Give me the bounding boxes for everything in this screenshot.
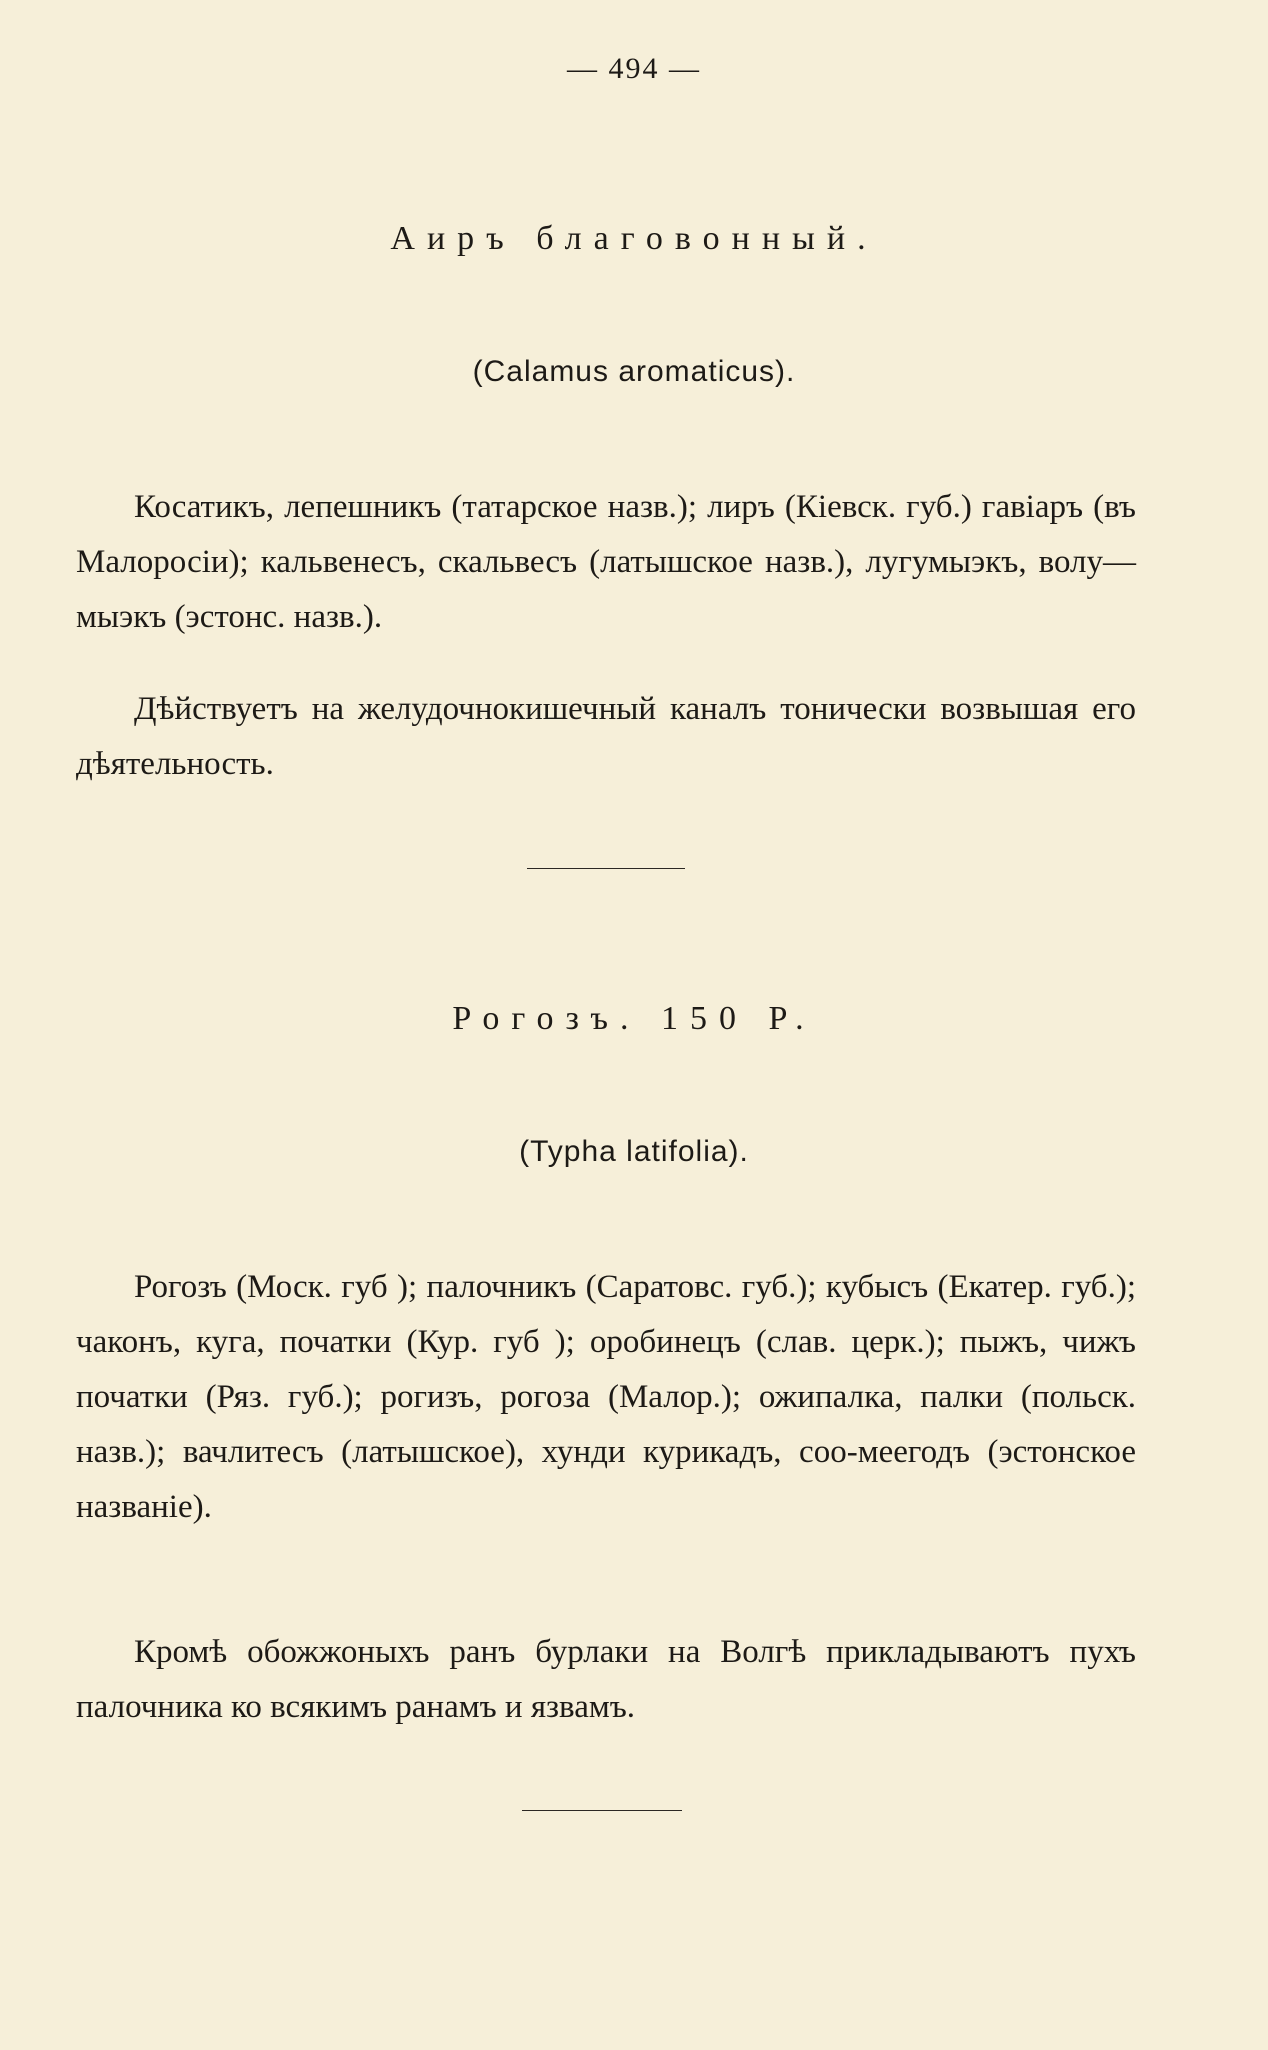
end-divider — [522, 1810, 682, 1811]
calamus-names-paragraph: Косатикъ, лепешникъ (татарское назв.); лиръ (Кіевск. губ.) гавіаръ (въ Малоросіи); кальвенесъ, скальвесъ (латышское назв.), лугумыэкъ, волу—мыэкъ (эстонс. назв.). — [76, 489, 1136, 635]
calamus-action-paragraph: Дѣйствуетъ на желудочнокишечный каналъ тонически возвышая его дѣятельность. — [76, 691, 1136, 782]
latin-name-typha: (Typha latifolia). — [519, 1135, 749, 1168]
typha-names-paragraph: Рогозъ (Моск. губ ); палочникъ (Саратовс. губ.); кубысъ (Екатер. губ.); чаконъ, куга, початки (Кур. губ ); оробинецъ (слав. церк.); пыжъ, чижъ початки (Ряз. губ.); рогизъ, рогоза (Малор.); ожипалка, палки (польск. назв.); вачлитесъ (латышское), хунди курикадъ, соо-меегодъ (эстонское названіе). — [76, 1269, 1136, 1525]
latin-name-calamus: (Calamus aromaticus). — [472, 355, 796, 388]
typha-use-paragraph: Кромѣ обожжоныхъ ранъ бурлаки на Волгѣ прикладываютъ пухъ палочника ко всякимъ ранамъ и язвамъ. — [76, 1634, 1136, 1725]
section-title-calamus: Аиръ благовонный. — [390, 220, 878, 257]
section-divider — [527, 868, 685, 869]
page-number: — 494 — — [567, 52, 701, 85]
section-title-typha: Рогозъ. 150 Р. — [452, 1000, 816, 1037]
